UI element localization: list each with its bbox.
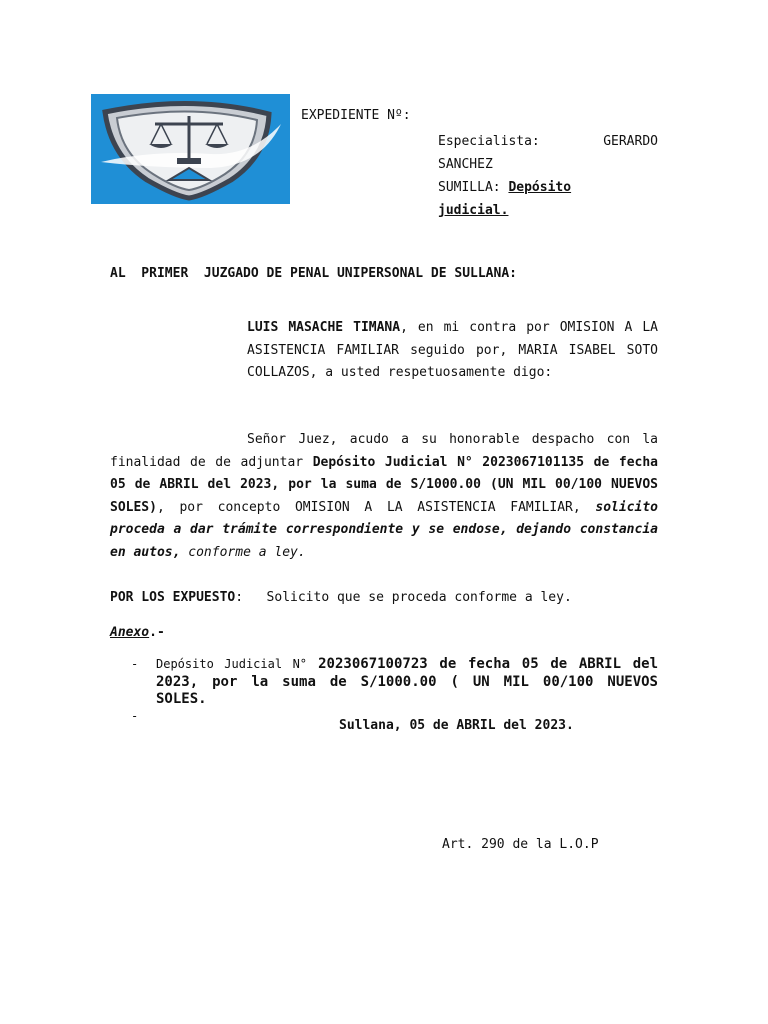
sumilla-label: SUMILLA: [438, 180, 501, 195]
expuesto-text: Solicito que se proceda conforme a ley. [243, 590, 572, 605]
party-paragraph [247, 317, 658, 385]
body-deposit: Depósito Judicial N° 2023067101135 de fecha 05 de ABRIL del 2023, por la suma de S/1000.00 (UN MIL 00/100 NUEVOS SOLES) [110, 454, 659, 515]
logo-emblem [91, 94, 290, 204]
expediente-label: EXPEDIENTE Nº: [301, 108, 411, 123]
article-reference: Art. 290 de la L.O.P [442, 837, 599, 852]
party-text: , en mi contra por OMISION A LA ASISTENCIA FAMILIAR seguido por, MARIA ISABEL SOTO COLLAZOS, a usted respetuosamente digo: [247, 320, 658, 380]
especialista-first-name: GERARDO [603, 134, 658, 149]
anexo-title: Anexo [110, 625, 150, 640]
especialista-block [438, 130, 658, 222]
anexo-suffix: .- [149, 625, 165, 640]
party-name: LUIS MASACHE TIMANA [247, 320, 401, 335]
expuesto-label: POR LOS EXPUESTO [110, 590, 236, 605]
list-dash: - [131, 708, 139, 723]
shield-scales-icon [91, 94, 290, 204]
document-date: Sullana, 05 de ABRIL del 2023. [339, 718, 574, 733]
list-dash: - [131, 657, 139, 671]
sumilla-row [438, 176, 658, 199]
especialista-label: Especialista: [438, 134, 540, 149]
anexo-item-bold: 2023067100723 de fecha 05 de ABRIL del 2023, por la suma de S/1000.00 ( UN MIL 00/100 NUEVOS SOLES. [156, 656, 658, 707]
body-paragraph [110, 429, 658, 564]
especialista-row [438, 130, 658, 153]
anexo-item-prefix: Depósito Judicial N° [156, 657, 308, 671]
expuesto-colon: : [235, 590, 244, 605]
body-intro: Señor Juez, acudo a su honorable despacho con la finalidad de de adjuntar [110, 432, 658, 470]
especialista-last-name: SANCHEZ [438, 157, 493, 172]
expuesto-paragraph [110, 590, 572, 606]
body-concept: , por concepto OMISION A LA ASISTENCIA FAMILIAR, [156, 499, 596, 515]
body-closing: conforme a ley. [180, 544, 306, 560]
body-request: solicito proceda a dar trámite correspondiente y se endose, dejando constancia en autos, [110, 499, 658, 560]
anexo-heading [110, 625, 165, 641]
anexo-list [131, 656, 658, 723]
document-addressee: AL PRIMER JUZGADO DE PENAL UNIPERSONAL DE SULLANA: [110, 266, 517, 281]
list-item [131, 656, 658, 709]
sumilla-value-part2: judicial. [438, 203, 509, 218]
sumilla-value-part1: Depósito [508, 180, 572, 195]
